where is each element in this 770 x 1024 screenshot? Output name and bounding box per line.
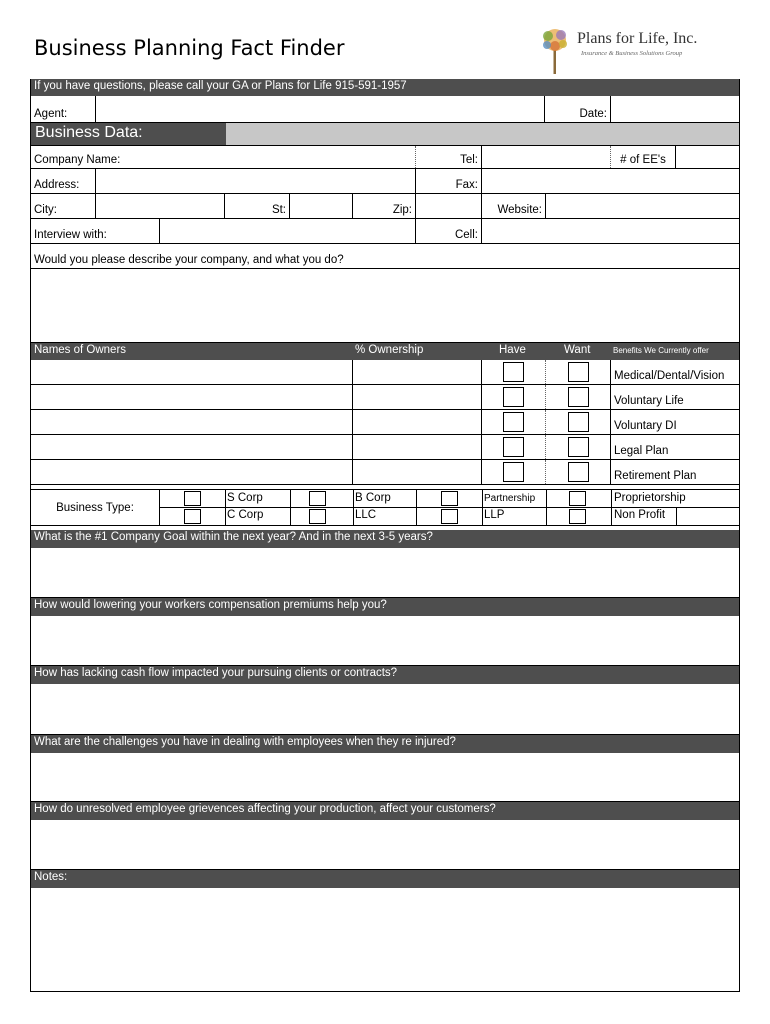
company-row bbox=[31, 145, 739, 169]
tel-label: Tel: bbox=[416, 146, 482, 168]
fax-label: Fax: bbox=[416, 169, 482, 193]
b-corp-checkbox[interactable] bbox=[309, 491, 326, 506]
address-field[interactable] bbox=[96, 169, 416, 193]
owner-name-field[interactable] bbox=[31, 435, 353, 459]
agent-field[interactable] bbox=[96, 96, 545, 122]
question-injured-employees: What are the challenges you have in dealing with employees when they re injured? bbox=[31, 735, 739, 753]
describe-row bbox=[31, 244, 739, 268]
answer-workers-comp[interactable] bbox=[31, 616, 739, 666]
owner-name-field[interactable] bbox=[31, 360, 353, 384]
want-checkbox[interactable] bbox=[568, 412, 589, 432]
llp-label: LLP bbox=[484, 509, 505, 521]
answer-goal[interactable] bbox=[31, 548, 739, 598]
have-checkbox[interactable] bbox=[503, 412, 524, 432]
answer-grievences[interactable] bbox=[31, 820, 739, 870]
partnership-label: Partnership bbox=[484, 493, 536, 504]
st-label: St: bbox=[225, 194, 290, 218]
non-profit-checkbox[interactable] bbox=[569, 509, 586, 524]
question-goal: What is the #1 Company Goal within the next year? And in the next 3-5 years? bbox=[31, 530, 739, 548]
owners-col-want: Want bbox=[564, 344, 591, 356]
owners-col-ownership: % Ownership bbox=[355, 344, 424, 356]
want-checkbox[interactable] bbox=[568, 387, 589, 407]
describe-label: Would you please describe your company, and what you do? bbox=[34, 254, 344, 266]
owner-name-field[interactable] bbox=[31, 385, 353, 409]
city-row bbox=[31, 194, 739, 219]
agent-label: Agent: bbox=[31, 96, 96, 122]
ownership-field[interactable] bbox=[353, 385, 482, 409]
company-name-label: Company Name: bbox=[31, 146, 416, 168]
question-cash-flow: How has lacking cash flow impacted your pursuing clients or contracts? bbox=[31, 666, 739, 684]
question-grievences: How do unresolved employee grievences affecting your production, affect your customers? bbox=[31, 802, 739, 820]
owners-col-have: Have bbox=[499, 344, 526, 356]
cell-label: Cell: bbox=[416, 219, 482, 243]
owner-name-field[interactable] bbox=[31, 460, 353, 484]
owner-row bbox=[31, 385, 739, 410]
zip-label: Zip: bbox=[353, 194, 416, 218]
st-field[interactable] bbox=[290, 194, 353, 218]
c-corp-checkbox[interactable] bbox=[184, 509, 201, 524]
have-checkbox[interactable] bbox=[503, 462, 524, 482]
have-checkbox[interactable] bbox=[503, 387, 524, 407]
owners-col-benefits: Benefits We Currently offer bbox=[613, 346, 709, 355]
s-corp-checkbox[interactable] bbox=[184, 491, 201, 506]
business-type-label: Business Type: bbox=[31, 490, 160, 525]
s-corp-label: S Corp bbox=[227, 492, 263, 504]
proprietorship-label: Proprietorship bbox=[614, 492, 686, 504]
describe-answer[interactable] bbox=[31, 268, 739, 343]
benefit-label: Retirement Plan bbox=[614, 470, 697, 482]
tree-icon bbox=[535, 26, 575, 76]
num-ees-field[interactable] bbox=[676, 146, 739, 168]
city-label: City: bbox=[31, 194, 96, 218]
proprietorship-checkbox[interactable] bbox=[569, 491, 586, 506]
website-label: Website: bbox=[482, 194, 546, 218]
agent-row bbox=[31, 96, 739, 123]
date-label: Date: bbox=[545, 96, 611, 122]
interview-label: Interview with: bbox=[31, 219, 160, 243]
llp-checkbox[interactable] bbox=[441, 509, 458, 524]
want-checkbox[interactable] bbox=[568, 462, 589, 482]
llc-checkbox[interactable] bbox=[309, 509, 326, 524]
website-field[interactable] bbox=[546, 194, 739, 218]
ownership-field[interactable] bbox=[353, 435, 482, 459]
date-field[interactable] bbox=[611, 96, 739, 122]
non-profit-label: Non Profit bbox=[614, 509, 666, 521]
contact-bar: If you have questions, please call your GA or Plans for Life 915-591-1957 bbox=[31, 79, 739, 96]
owner-row bbox=[31, 435, 739, 460]
interview-field[interactable] bbox=[160, 219, 416, 243]
have-checkbox[interactable] bbox=[503, 437, 524, 457]
answer-cash-flow[interactable] bbox=[31, 684, 739, 735]
answer-injured-employees[interactable] bbox=[31, 753, 739, 802]
owner-row bbox=[31, 360, 739, 385]
fax-field[interactable] bbox=[482, 169, 739, 193]
cell-field[interactable] bbox=[482, 219, 739, 243]
ownership-field[interactable] bbox=[353, 460, 482, 484]
ownership-field[interactable] bbox=[353, 410, 482, 434]
llc-label: LLC bbox=[355, 509, 377, 521]
owner-name-field[interactable] bbox=[31, 410, 353, 434]
benefit-label: Voluntary DI bbox=[614, 420, 677, 432]
address-label: Address: bbox=[31, 169, 96, 193]
want-checkbox[interactable] bbox=[568, 437, 589, 457]
notes-header: Notes: bbox=[31, 870, 739, 888]
company-logo bbox=[535, 26, 735, 76]
notes-field[interactable] bbox=[31, 888, 739, 991]
interview-row bbox=[31, 219, 739, 244]
address-row bbox=[31, 169, 739, 194]
owner-row bbox=[31, 410, 739, 435]
tel-field[interactable] bbox=[482, 146, 611, 168]
business-type-row bbox=[31, 490, 739, 526]
ownership-field[interactable] bbox=[353, 360, 482, 384]
form-title: Business Planning Fact Finder bbox=[34, 36, 345, 60]
num-ees-label: # of EE's bbox=[611, 146, 676, 168]
c-corp-label: C Corp bbox=[227, 509, 264, 521]
partnership-checkbox[interactable] bbox=[441, 491, 458, 506]
owners-header bbox=[31, 343, 739, 360]
fact-finder-form bbox=[30, 79, 740, 992]
question-workers-comp: How would lowering your workers compensation premiums help you? bbox=[31, 598, 739, 616]
benefit-label: Medical/Dental/Vision bbox=[614, 370, 725, 382]
logo-tagline: Insurance & Business Solutions Group bbox=[581, 50, 683, 57]
owner-row bbox=[31, 460, 739, 485]
have-checkbox[interactable] bbox=[503, 362, 524, 382]
zip-field[interactable] bbox=[416, 194, 482, 218]
business-data-heading: Business Data: bbox=[31, 123, 226, 145]
benefit-label: Voluntary Life bbox=[614, 395, 684, 407]
b-corp-label: B Corp bbox=[355, 492, 391, 504]
want-checkbox[interactable] bbox=[568, 362, 589, 382]
business-data-heading-row bbox=[31, 123, 739, 145]
logo-name: Plans for Life, Inc. bbox=[577, 30, 698, 47]
owners-col-names: Names of Owners bbox=[34, 344, 127, 356]
city-field[interactable] bbox=[96, 194, 225, 218]
benefit-label: Legal Plan bbox=[614, 445, 669, 457]
